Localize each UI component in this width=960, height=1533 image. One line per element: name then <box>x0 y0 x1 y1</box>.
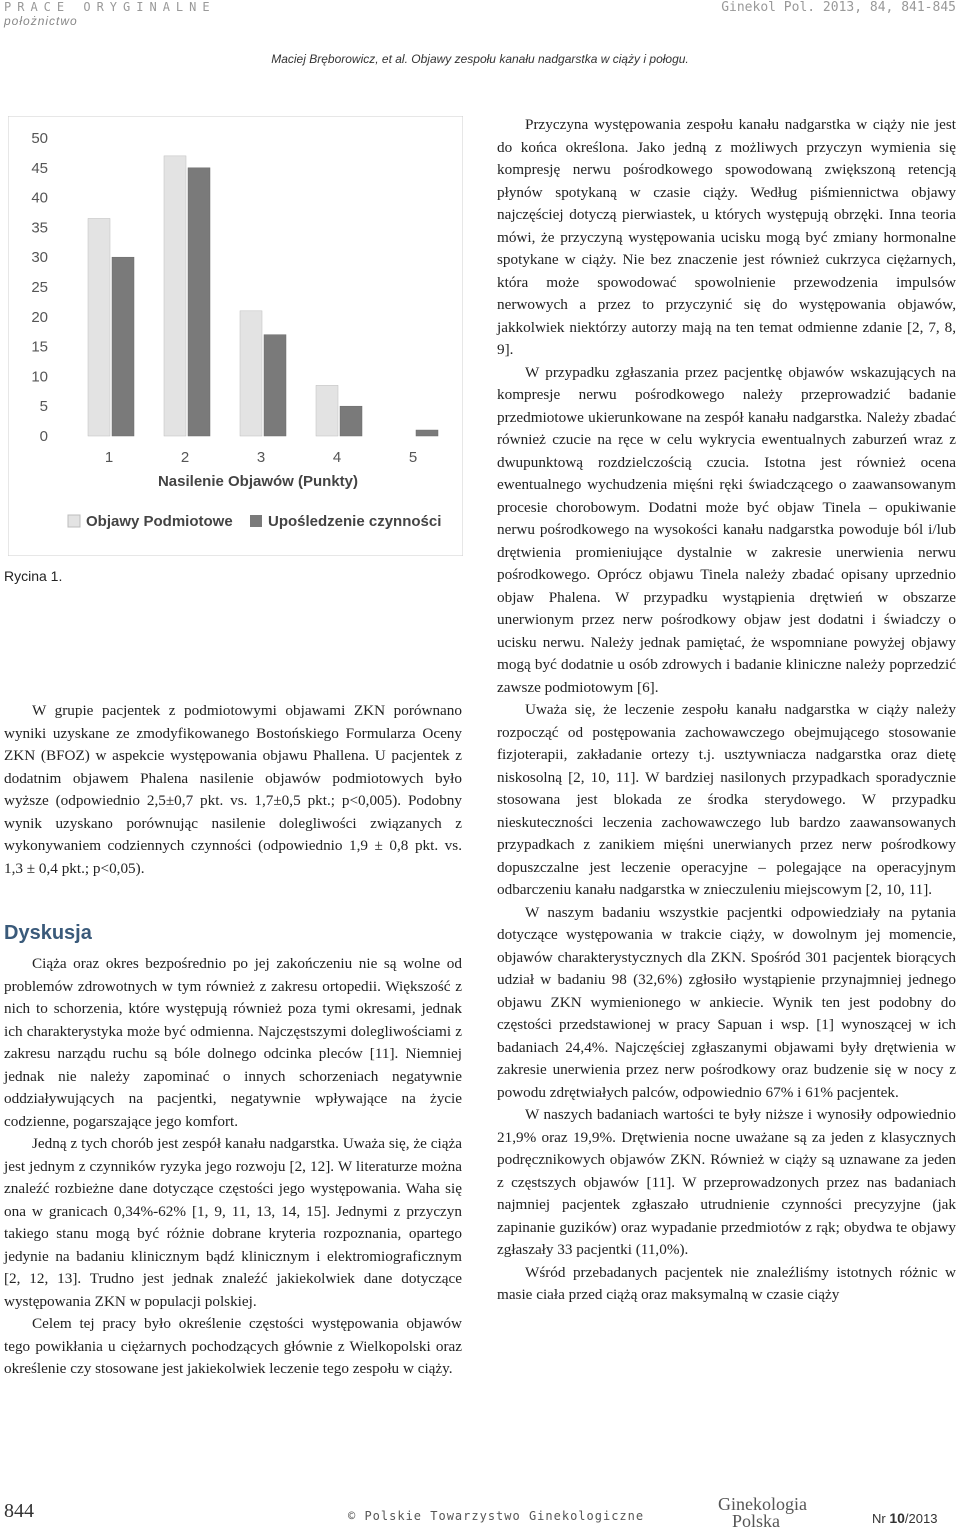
y-tick-label: 45 <box>31 159 48 177</box>
legend-swatch-function <box>250 515 262 527</box>
discussion-paragraph-2: Jedną z tych chorób jest zespół kanału nadgarstka. Uważa się, że ciąża jest jednym z czynników ryzyka jego rozwoju [2, 12]. W literaturze można znaleźć rozbieżne dane dotyczące częstości jego występowania. Waha się ona w granicach 0,34%-62% [1, 9, 11, 13, 14, 15]. Jednymi z przyczyn takiego stanu mogą być różnie dobrane kryteria rozpoznania, opartego jedynie na badaniu klinicznym bądź klinicznym i elektromiograficznym [2, 12, 13]. Trudno jest jednak znaleźć jakiekolwiek dane dotyczące występowania ZKN w populacji polskiej. <box>4 1135 462 1310</box>
x-tick-label: 5 <box>408 449 418 466</box>
legend-label-function: Upośledzenie czynności <box>268 513 442 530</box>
y-tick-label: 15 <box>31 338 48 356</box>
bar-subjective-4 <box>316 385 338 436</box>
figure-chart <box>8 116 463 556</box>
chart-frame <box>8 116 463 556</box>
x-axis-title: Nasilenie Objawów (Punkty) <box>157 473 359 490</box>
right-paragraph-1: Przyczyna występowania zespołu kanału nadgarstka w ciąży nie jest do końca określona. Jako jedną z możliwych przyczyn wymienia się kompresję nerwu pośrodkowego spowodowaną zwiększoną retencją płynów spotykaną w czasie ciąży. Według piśmiennictwa objawy najczęściej dotyczą pierwiastek, u których występują obrzęki. Inna teoria mówi, że przyczyną występowania ucisku mogą być zmiany hormonalne spotykane w ciąży. Nie bez znaczenie jest również cukrzyca ciężarnych, która może spowodować spowolnienie przewodzenia impulsów nerwowych a przez to przyczynić się do występowania objawów, jakkolwiek niektórzy autorzy mają na ten temat odmienne zdanie [2, 7, 8, 9]. <box>497 116 956 358</box>
y-tick-label: 25 <box>31 279 48 296</box>
issue-number <box>872 1510 937 1526</box>
section-heading-discussion: Dyskusja <box>4 922 92 944</box>
logo-line-2: Polska <box>732 1511 781 1531</box>
journal-logo <box>718 1496 807 1530</box>
issue-num: 10 <box>889 1510 905 1526</box>
right-paragraph-5: W naszych badaniach wartości te były niższe i wynosiły odpowiednio 21,9% oraz 19,9%. Drętwienia nocne uważane są za jeden z klasycznych podręcznikowych objawów ZKN. Również w ciąży są uznawane za jeden z częstszych objawów [11]. W przeprowadzonych przez nas badaniach najmniej pacjentek zgłaszało utrudnienie czynności precyzyjne (jak zapinanie guzików) oraz wypadanie przedmiotów z rąk; obydwa te objawy zgłaszały 33 pacjentki (11,0%). <box>497 1106 956 1258</box>
logo-line-1: Ginekologia <box>718 1494 807 1514</box>
results-paragraph-block <box>4 700 462 880</box>
bar-function-3 <box>264 335 286 436</box>
journal-citation: Ginekol Pol. 2013, 84, 841-845 <box>721 0 956 15</box>
discussion-left-column <box>4 953 462 1381</box>
bar-function-4 <box>340 406 362 436</box>
right-paragraph-6: Wśród przebadanych pacjentek nie znaleźliśmy istotnych różnic w masie ciała przed ciążą oraz maksymalną w czasie ciąży <box>497 1263 956 1303</box>
results-paragraph: W grupie pacjentek z podmiotowymi objawami ZKN porównano wyniki uzyskane ze zmodyfikowanego Bostońskiego Formularza Oceny ZKN (BFOZ) w aspekcie występowania objawu Phallena. U pacjentek z dodatnim objawem Phalena nasilenie objawów podmiotowych było wyższe (odpowiednio 2,5±0,7 pkt. vs. 1,7±0,5 pkt.; p<0,005). Podobny wynik uzyskano porównując nasilenie dolegliwości związanych z wykonywaniem codziennych czynności (odpowiednio 1,9 ± 0,8 pkt. vs. 1,3 ± 0,4 pkt.; p<0,05). <box>4 702 462 877</box>
x-tick-label: 2 <box>180 449 190 466</box>
right-paragraph-4: W naszym badaniu wszystkie pacjentki odpowiedziały na pytania dotyczące występowania w trakcie ciąży, w dowolnym jej momencie, objawów charakterystycznych dla ZKN. Spośród 301 pacjentek biorących udział w badaniu 98 (32,6%) zgłosiło wystąpienie przynajmniej jednego objawu ZKN wymienionego w ankiecie. Wynik ten jest podobny do częstości przedstawionej w pracy Sapuan i wsp. [1] wynoszącej w ich badaniach 24,4%. Najczęściej zgłaszanymi objawami były drętwienia w zakresie unerwienia przez nerw pośrodkowy oraz budzenie się w nocy z powodu zdrętwiałych palców, odpowiednio 67% i 61% pacjentek. <box>497 903 956 1101</box>
bar-subjective-2 <box>164 156 186 436</box>
running-title-text: Maciej Bręborowicz, et al. Objawy zespołu kanału nadgarstka w ciąży i połogu. <box>271 52 689 66</box>
issue-year: /2013 <box>904 1511 938 1526</box>
running-title <box>0 52 960 66</box>
right-column <box>497 114 956 1307</box>
x-tick-label: 4 <box>332 449 342 466</box>
y-tick-label: 35 <box>31 219 48 237</box>
subsection-label: położnictwo <box>4 14 78 28</box>
y-tick-label: 5 <box>39 398 48 416</box>
y-tick-label: 30 <box>31 249 48 267</box>
legend-label-subjective: Objawy Podmiotowe <box>86 513 233 530</box>
x-tick-label: 1 <box>104 449 114 466</box>
bar-function-2 <box>188 168 210 436</box>
issue-prefix: Nr <box>872 1511 886 1526</box>
discussion-paragraph-3: Celem tej pracy było określenie częstości występowania objawów tego powikłania u ciężarnych pochodzących głównie z Wielkopolski oraz określenie czy stosowane jest jakiekolwiek leczenie tego zespołu w ciąży. <box>4 1315 462 1377</box>
y-tick-label: 50 <box>31 130 48 147</box>
legend-swatch-subjective <box>68 515 80 527</box>
right-paragraph-2: W przypadku zgłaszania przez pacjentkę objawów wskazujących na kompresje nerwu pośrodkowego należy przeprowadzić badanie przedmiotowe ukierunkowane na zespół kanału nadgarstka. Należy zbadać również czucie na ręce w celu wykrycia ewentualnych zaburzeń wraz z dwupunktową rozdzielczością czucia. Istotna jest również ocena ewentualnego wychudzenia mięśni ręki świadczącego o zaawansowanym procesie chorobowym. Dodatni może być objaw Tinela – opukiwanie nerwu pośrodkowego na wysokości kanału nadgarstka powoduje ból i/lub drętwienia promieniujące dystalnie w zakresie unerwienia nerwu pośrodkowego. Oprócz objawu Tinela należy zbadać opisany uprzednio objaw Phalena. W przypadku wystąpienia drętwień w obszarze unerwionym przez nerw pośrodkowy objaw jest dodatni i świadczy o ucisku nerwu. Należy jednak pamiętać, że wspomniane powyżej objawy mogą być dodatnie u osób zdrowych i badanie kliniczne należy poprzedzić zawsze podmiotowym [6]. <box>497 363 956 696</box>
bar-subjective-1 <box>88 218 110 436</box>
x-tick-label: 3 <box>256 449 266 466</box>
y-tick-label: 10 <box>31 368 48 386</box>
right-paragraph-3: Uważa się, że leczenie zespołu kanału nadgarstka w ciąży należy rozpocząć od postępowania zachowawczego obejmującego stosowanie fizjoterapii, zakładanie ortezy t.j. usztywniacza nadgarstka oraz dietę niskosolną [2, 10, 11]. W bardziej nasilonych przypadkach sporadycznie stosowana jest blokada ze środka sterydowego. W przypadku nieskuteczności leczenia zachowawczego lub bardzo zaawansowanych przypadkach z zanikiem mięśni unerwianych przez nerw pośrodkowy dopuszczalne jest leczenie operacyjne – polegające na operacyjnym odbarczeniu kanału nadgarstka w znieczuleniu miejscowym [2, 10, 11]. <box>497 701 956 898</box>
bar-subjective-3 <box>240 311 262 436</box>
discussion-paragraph-1: Ciąża oraz okres bezpośrednio po jej zakończeniu nie są wolne od problemów zdrowotnych w tym również z zakresu ortopedii. Większość z nich to schorzenia, które występują również poza tymi okresami, jednak ich charakterystyka może być odmienna. Najczęstszymi dolegliwościami z zakresu narządu ruchu są bóle dolnego odcinka pleców [11]. Niemniej jednak nie należy zapominać o innych schorzeniach negatywnie oddziaływujących na pacjentki, negatywnie wpływające na życie codzienne, pogarszające jego komfort. <box>4 955 462 1130</box>
bar-chart <box>8 116 463 556</box>
figure-caption: Rycina 1. <box>4 568 63 584</box>
section-label: PRACE ORYGINALNE <box>4 0 216 14</box>
page-number: 844 <box>4 1500 34 1522</box>
y-tick-label: 40 <box>31 189 48 207</box>
y-tick-label: 20 <box>31 308 48 326</box>
section-header <box>4 0 216 28</box>
bar-function-1 <box>112 257 134 436</box>
publisher-notice: © Polskie Towarzystwo Ginekologiczne <box>348 1509 645 1523</box>
y-tick-label: 0 <box>39 428 48 445</box>
bar-function-5 <box>416 430 438 436</box>
